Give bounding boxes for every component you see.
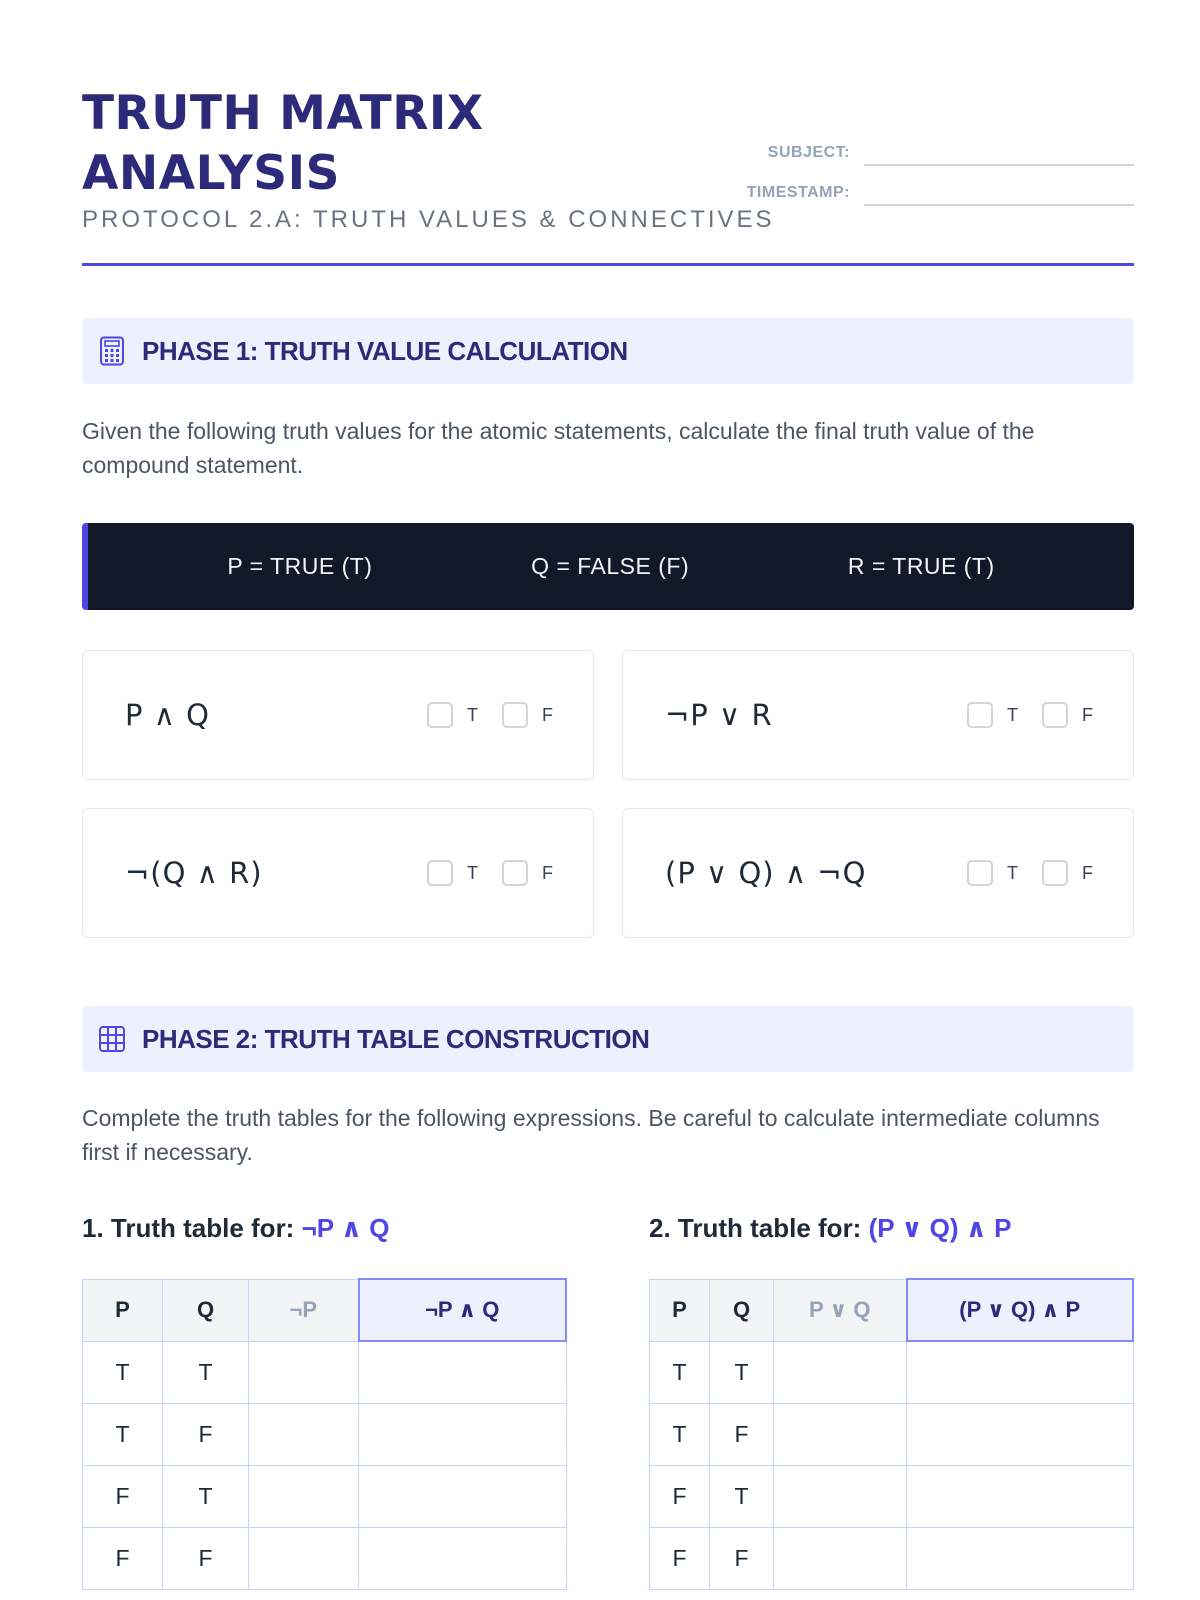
false-label: F xyxy=(542,704,553,725)
page-subtitle: PROTOCOL 2.A: TRUTH VALUES & CONNECTIVES xyxy=(82,206,775,233)
phase1-header xyxy=(82,318,1134,384)
cell-result[interactable] xyxy=(907,1341,1134,1403)
cell-result[interactable] xyxy=(359,1527,567,1589)
col-header-result: (P ∨ Q) ∧ P xyxy=(907,1279,1134,1341)
true-label: T xyxy=(467,704,478,725)
table-row xyxy=(650,1465,1134,1527)
cell-intermediate[interactable] xyxy=(774,1403,907,1465)
calculator-icon xyxy=(98,336,126,366)
option-true[interactable] xyxy=(427,702,478,728)
option-false[interactable] xyxy=(502,860,553,886)
table-header-row xyxy=(83,1279,567,1341)
col-header-p: P xyxy=(650,1279,710,1341)
false-checkbox[interactable] xyxy=(1042,860,1068,886)
cell-p: F xyxy=(650,1527,710,1589)
false-label: F xyxy=(1082,862,1093,883)
cell-intermediate[interactable] xyxy=(774,1341,907,1403)
option-true[interactable] xyxy=(967,702,1018,728)
value-r: R = TRUE (T) xyxy=(847,553,995,579)
cell-intermediate[interactable] xyxy=(774,1527,907,1589)
expression: ¬P ∨ R xyxy=(665,698,773,732)
cell-intermediate[interactable] xyxy=(249,1403,359,1465)
table1-title-expr: ¬P ∧ Q xyxy=(301,1213,390,1243)
true-checkbox[interactable] xyxy=(427,860,453,886)
cell-q: T xyxy=(710,1341,774,1403)
table-row xyxy=(650,1341,1134,1403)
table2-title-prefix: 2. Truth table for: xyxy=(649,1213,862,1243)
table1-title xyxy=(82,1213,389,1244)
expression: P ∧ Q xyxy=(125,698,210,732)
cell-q: T xyxy=(163,1341,249,1403)
false-checkbox[interactable] xyxy=(502,702,528,728)
cell-p: T xyxy=(83,1403,163,1465)
cell-result[interactable] xyxy=(359,1465,567,1527)
table1-title-prefix: 1. Truth table for: xyxy=(82,1213,295,1243)
timestamp-row xyxy=(714,166,1134,206)
subject-row xyxy=(714,126,1134,166)
cell-q: T xyxy=(163,1465,249,1527)
option-true[interactable] xyxy=(427,860,478,886)
page-title xyxy=(82,84,602,204)
cell-intermediate[interactable] xyxy=(249,1465,359,1527)
table2-title xyxy=(649,1213,1011,1244)
cell-q: F xyxy=(710,1527,774,1589)
phase2-heading: PHASE 2: TRUTH TABLE CONSTRUCTION xyxy=(142,1023,650,1054)
true-label: T xyxy=(1007,862,1018,883)
cell-intermediate[interactable] xyxy=(249,1527,359,1589)
option-true[interactable] xyxy=(967,860,1018,886)
true-label: T xyxy=(467,862,478,883)
true-label: T xyxy=(1007,704,1018,725)
table-row xyxy=(650,1403,1134,1465)
cell-result[interactable] xyxy=(359,1403,567,1465)
cell-result[interactable] xyxy=(907,1527,1134,1589)
table2-title-expr: (P ∨ Q) ∧ P xyxy=(868,1213,1012,1243)
cell-q: F xyxy=(163,1527,249,1589)
page-title-line2: ANALYSIS xyxy=(82,146,340,201)
false-label: F xyxy=(542,862,553,883)
given-values-bar xyxy=(82,523,1134,610)
subject-label: SUBJECT: xyxy=(767,144,850,161)
expression-card xyxy=(622,808,1134,938)
false-checkbox[interactable] xyxy=(1042,702,1068,728)
timestamp-field[interactable] xyxy=(864,180,1134,206)
expression-card xyxy=(82,808,594,938)
cell-q: F xyxy=(163,1403,249,1465)
cell-p: T xyxy=(650,1341,710,1403)
table-row xyxy=(83,1465,567,1527)
true-checkbox[interactable] xyxy=(967,860,993,886)
cell-q: T xyxy=(710,1465,774,1527)
value-p: P = TRUE (T) xyxy=(227,553,373,579)
truth-table-2 xyxy=(649,1278,1134,1590)
col-header-q: Q xyxy=(710,1279,774,1341)
option-false[interactable] xyxy=(1042,702,1093,728)
cell-intermediate[interactable] xyxy=(774,1465,907,1527)
cell-p: F xyxy=(83,1465,163,1527)
subject-field[interactable] xyxy=(864,140,1134,166)
header-divider xyxy=(82,263,1134,266)
truth-table-1 xyxy=(82,1278,567,1590)
col-header-result: ¬P ∧ Q xyxy=(359,1279,567,1341)
expression-card xyxy=(622,650,1134,780)
cell-intermediate[interactable] xyxy=(249,1341,359,1403)
expression: (P ∨ Q) ∧ ¬Q xyxy=(665,856,867,890)
option-false[interactable] xyxy=(1042,860,1093,886)
cell-result[interactable] xyxy=(359,1341,567,1403)
expression: ¬(Q ∧ R) xyxy=(125,856,263,890)
worksheet-page xyxy=(82,0,1134,1600)
value-q: Q = FALSE (F) xyxy=(531,553,690,579)
option-false[interactable] xyxy=(502,702,553,728)
cell-result[interactable] xyxy=(907,1465,1134,1527)
phase1-instructions: Given the following truth values for the atomic statements, calculate the final truth value of the compound statement. xyxy=(82,418,1035,478)
col-header-q: Q xyxy=(163,1279,249,1341)
cell-p: T xyxy=(83,1341,163,1403)
meta-fields xyxy=(714,126,1134,206)
table-row xyxy=(83,1341,567,1403)
true-checkbox[interactable] xyxy=(427,702,453,728)
table-row xyxy=(650,1527,1134,1589)
cell-p: T xyxy=(650,1403,710,1465)
phase1-heading: PHASE 1: TRUTH VALUE CALCULATION xyxy=(142,335,628,366)
table-row xyxy=(83,1403,567,1465)
phase2-instructions: Complete the truth tables for the following expressions. Be careful to calculate intermediate columns first if necessary. xyxy=(82,1105,1100,1165)
col-header-intermediate: ¬P xyxy=(249,1279,359,1341)
table-header-row xyxy=(650,1279,1134,1341)
table-grid-icon xyxy=(98,1024,126,1054)
false-checkbox[interactable] xyxy=(502,860,528,886)
timestamp-label: TIMESTAMP: xyxy=(746,184,850,201)
true-checkbox[interactable] xyxy=(967,702,993,728)
col-header-p: P xyxy=(83,1279,163,1341)
cell-result[interactable] xyxy=(907,1403,1134,1465)
cell-p: F xyxy=(650,1465,710,1527)
cell-q: F xyxy=(710,1403,774,1465)
col-header-intermediate: P ∨ Q xyxy=(774,1279,907,1341)
phase2-header xyxy=(82,1006,1134,1072)
expression-card xyxy=(82,650,594,780)
false-label: F xyxy=(1082,704,1093,725)
page-title-line1: TRUTH MATRIX xyxy=(82,86,484,141)
table-row xyxy=(83,1527,567,1589)
cell-p: F xyxy=(83,1527,163,1589)
